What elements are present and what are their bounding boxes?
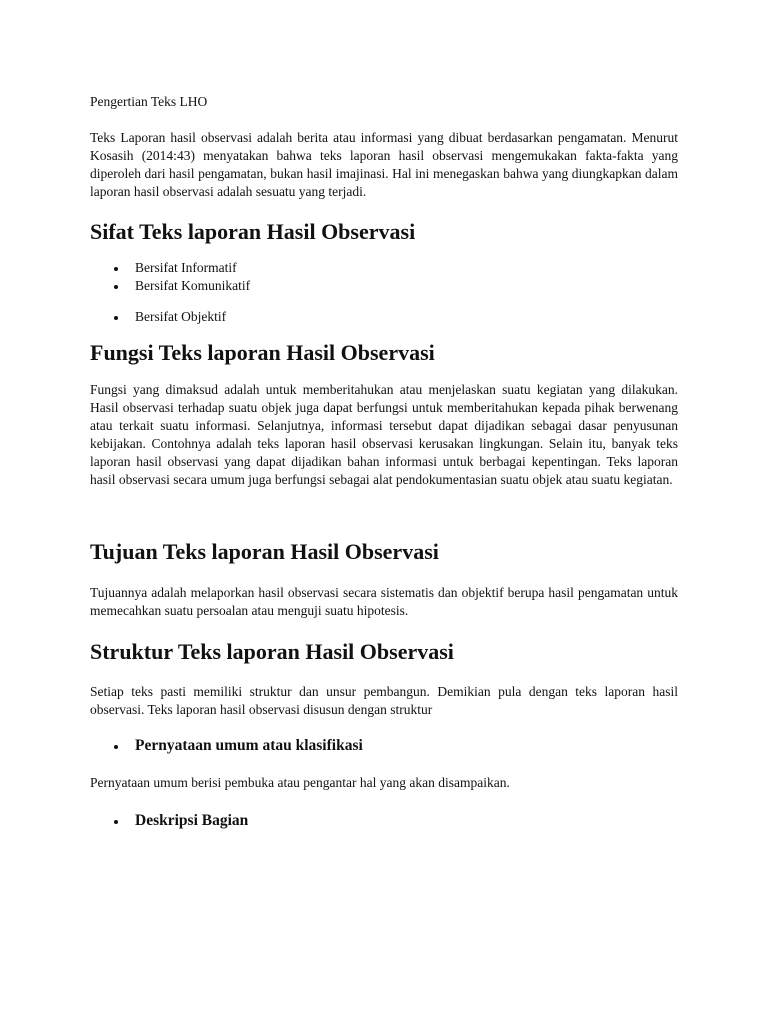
- sifat-list: [90, 259, 678, 326]
- fungsi-heading: Fungsi Teks laporan Hasil Observasi: [90, 340, 435, 365]
- fungsi-paragraph: Fungsi yang dimaksud adalah untuk memberitahukan atau menjelaskan suatu kegiatan yang dilakukan. Hasil observasi terhadap suatu objek juga dapat berfungsi untuk memberitahukan kepada pihak berwenang atau terkait suatu informasi. Selanjutnya, informasi tersebut dapat dijadikan sebagai dasar penyusunan kebijakan. Contohnya adalah teks laporan hasil observasi kerusakan lingkungan. Selain itu, banyak teks laporan hasil observasi yang dapat dijadikan bahan informasi untuk berbagai kepentingan. Teks laporan hasil observasi secara umum juga berfungsi sebagai alat pendokumentasian suatu objek atau suatu kegiatan.: [90, 382, 678, 487]
- list-item: Pernyataan umum atau klasifikasi: [90, 736, 678, 756]
- struktur-paragraph: Setiap teks pasti memiliki struktur dan unsur pembangun. Demikian pula dengan teks laporan hasil observasi. Teks laporan hasil observasi disusun dengan struktur: [90, 684, 678, 717]
- struktur-item-1-description: Pernyataan umum berisi pembuka atau pengantar hal yang akan disampaikan.: [90, 775, 510, 790]
- tujuan-paragraph: Tujuannya adalah melaporkan hasil observasi secara sistematis dan objektif berupa hasil pengamatan untuk memecahkan suatu persoalan atau menguji suatu hipotesis.: [90, 585, 678, 618]
- list-item: Bersifat Komunikatif: [90, 277, 678, 295]
- struktur-list-2: [90, 811, 678, 831]
- struktur-list-1: [90, 736, 678, 756]
- list-item: Deskripsi Bagian: [90, 811, 678, 831]
- struktur-heading: Struktur Teks laporan Hasil Observasi: [90, 639, 454, 664]
- document-page: [90, 93, 678, 831]
- tujuan-heading: Tujuan Teks laporan Hasil Observasi: [90, 539, 439, 564]
- sifat-heading: Sifat Teks laporan Hasil Observasi: [90, 219, 416, 244]
- list-item: Bersifat Objektif: [90, 308, 678, 326]
- intro-title: Pengertian Teks LHO: [90, 94, 208, 109]
- list-item: Bersifat Informatif: [90, 259, 678, 277]
- intro-paragraph: Teks Laporan hasil observasi adalah berita atau informasi yang dibuat berdasarkan pengamatan. Menurut Kosasih (2014:43) menyatakan bahwa teks laporan hasil observasi mengemukakan fakta-fakta yang diperoleh dari hasil pengamatan, bukan hasil imajinasi. Hal ini menegaskan bahwa yang diungkapkan dalam laporan hasil observasi adalah sesuatu yang terjadi.: [90, 130, 678, 199]
